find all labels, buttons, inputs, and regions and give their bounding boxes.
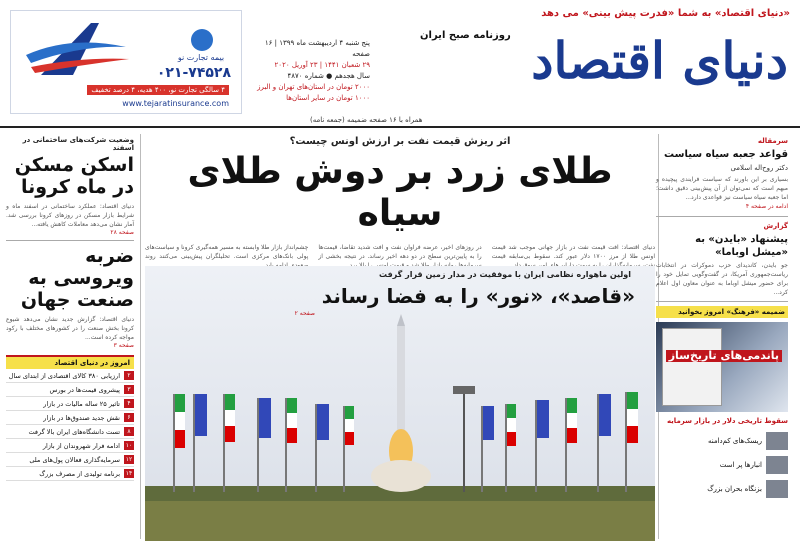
logo-subtitle: روزنامه صبح ایران xyxy=(420,30,511,41)
center-column xyxy=(145,136,655,541)
report-headline[interactable]: پیشنهاد «بایدن» به «میشل اوباما» xyxy=(695,234,788,258)
continue-link[interactable]: صفحه ۳ xyxy=(113,342,134,349)
newspaper-logo xyxy=(390,30,788,100)
lead-headline[interactable]: طلای زرد بر دوش طلای سیاه xyxy=(187,151,613,234)
date-line: سال هجدهم ● شماره ۴۸۷۰ xyxy=(287,72,370,80)
continue-link[interactable]: صفحه ۲۸ xyxy=(110,229,134,236)
report-body: جو بایدن، کاندیدای حزب دموکرات در انتخابات ریاست‌جمهوری آمریکا، در گفت‌وگویی تمایل خود را برای حضور میشل اوباما به عنوان معاون اول اعلام کرد... xyxy=(656,262,788,296)
lead-column: چشم‌انداز بازار طلا وابسته به مسیر همه‌گیری کرونا و سیاست‌های پولی بانک‌های مرکزی است. تحلیلگران پیش‌بینی می‌کنند روند xyxy=(145,244,309,260)
logo-text: دنیای اقتصاد xyxy=(531,31,788,90)
index-item-label: سرمایه‌گذاری فعالان پول‌های ملی xyxy=(29,455,120,464)
section-label: سقوط تاریخی دلار در بازار سرمایه xyxy=(666,417,788,425)
continue-link[interactable]: ادامه در صفحه ۴ xyxy=(745,203,788,210)
date-line: ۲۰۰۰ تومان در استان‌های تهران و البرز xyxy=(257,83,370,91)
date-line: پنج شنبه ۴ اردیبهشت ماه ۱۳۹۹ | ۱۶ صفحه xyxy=(264,39,370,58)
list-item[interactable] xyxy=(656,480,788,498)
page-number-badge: ۲ xyxy=(124,371,134,380)
section-label: سرمقاله xyxy=(757,137,788,145)
left-column xyxy=(6,136,134,541)
page-number-badge: ۱۴ xyxy=(125,470,133,477)
supplement-note: همراه با ۱۶ صفحه ضمیمه (جمعه نامه) xyxy=(310,116,423,124)
masthead-rule xyxy=(0,126,800,128)
story-kicker: وضعیت شرکت‌های ساختمانی در اسفند xyxy=(22,136,134,152)
index-item-label: نقش جدید صندوق‌ها در بازار xyxy=(43,413,120,422)
photo-kicker: اولین ماهواره نظامی ایران با موفقیت در مدار زمین قرار گرفت xyxy=(378,270,631,279)
list-item[interactable] xyxy=(656,432,788,450)
divider xyxy=(656,301,788,302)
photo-headline[interactable]: «قاصد»، «نور» را به فضا رساند xyxy=(321,284,635,308)
author-photo xyxy=(766,432,788,450)
housing-body: دنیای اقتصاد: عملکرد ساختمانی در اسفند ماه و شرایط بازار مسکن در روزهای کرونا بررسی شد. آمار نشان می‌دهد معاملات کاهش یافته... xyxy=(6,203,134,228)
ad-url[interactable]: www.tejaratinsurance.com xyxy=(122,99,229,108)
index-item[interactable] xyxy=(6,397,134,411)
ad-promo: ۴ سالگی تجارت نو، ۴۰۰ هدیه، ۴ درصد تخفیف xyxy=(87,85,229,95)
ad-phone: ۰۲۱-۷۴۵۲۸ xyxy=(156,65,231,81)
insurance-logo-icon xyxy=(191,29,213,51)
date-line: ۲۹ شعبان ۱۴۴۱ | ۲۳ آوریل ۲۰۲۰ xyxy=(274,61,370,69)
today-index xyxy=(6,355,134,481)
editorial-body: بسیاری بر این باورند که سیاست فرایندی پیچیده و مبهم است که نمی‌توان از آن پیش‌بینی دقیق داشت؛ اما جعبه سیاه سیاست نیز قواعدی دارد... xyxy=(656,176,788,201)
page-number-badge: ۸ xyxy=(124,427,134,436)
page-number-badge: ۴ xyxy=(124,399,134,408)
index-item-label: ارزیابی ۳۸۰ کالای اقتصادی از ابتدای سال xyxy=(8,371,120,380)
index-item-label: ادامه فرار شهروندان از بازار xyxy=(42,441,120,450)
lead-column: دنیای اقتصاد: افت قیمت نفت در بازار جهانی موجب شد قیمت اونس طلا از مرز ۱۷۰۰ دلار عبور کند. سقوط بی‌سابقه قیمت xyxy=(491,244,656,260)
insurance-ad[interactable] xyxy=(10,10,242,114)
masthead xyxy=(0,0,800,124)
lead-column: در روز‌های اخیر، عرضه فراوان نفت و افت شدید تقاضا، قیمت‌ها را به پایین‌ترین سطح در دو دهه اخیر رساند. در نتیجه بخشی از xyxy=(318,244,482,260)
byline: دکتر روح‌اله اسلامی xyxy=(730,164,788,172)
magazine-cover xyxy=(662,328,722,406)
right-column xyxy=(656,136,788,541)
satellite-launch-photo[interactable] xyxy=(145,266,655,541)
page-number-badge: ۶ xyxy=(124,413,134,422)
ad-brand: بیمه تجارت نو xyxy=(177,53,225,62)
lead-kicker: اثر ریزش قیمت نفت بر ارزش اونس چیست؟ xyxy=(289,136,511,147)
index-item[interactable] xyxy=(6,369,134,383)
index-item-label: پیشروی قیمت‌ها در بورس xyxy=(49,385,120,394)
index-item[interactable] xyxy=(6,383,134,397)
index-item[interactable] xyxy=(6,439,134,453)
supplement-photo[interactable] xyxy=(656,322,788,412)
supplement-title: پاندمی‌های تاریخ‌ساز xyxy=(666,350,782,362)
page-number-badge: ۳ xyxy=(124,385,134,394)
date-line: ۱۰۰۰ تومان در سایر استان‌ها xyxy=(286,94,370,102)
page-number-badge: ۱۰ xyxy=(125,442,133,449)
index-item-label: تست دانشگاه‌های ایران بالا گرفت xyxy=(28,427,120,436)
column-divider xyxy=(140,134,141,539)
today-index-title: امروز در دنیای اقتصاد xyxy=(6,357,134,369)
supplement-banner: ضمیمه «فرهنگ» امروز بخوانید xyxy=(656,306,788,318)
section-label: گزارش xyxy=(763,222,788,230)
industry-body: دنیای اقتصاد: گزارش جدید نشان می‌دهد شیوع کرونا بخش صنعت را در کشورهای مختلف با رکود مواجه کرده است... xyxy=(6,316,134,341)
editorial-headline[interactable]: قواعد جعبه سیاه سیاست xyxy=(664,149,788,160)
masthead-tagline: «دنیای اقتصاد» به شما «فدرت پیش بینی» می دهد xyxy=(541,8,790,19)
author-photo xyxy=(766,480,788,498)
index-item[interactable] xyxy=(6,411,134,425)
list-item-label: بزنگاه بحران بزرگ xyxy=(707,485,762,493)
list-item[interactable] xyxy=(656,456,788,474)
ad-swoosh-graphic xyxy=(21,15,131,87)
index-item[interactable] xyxy=(6,425,134,439)
author-photo xyxy=(766,456,788,474)
index-item[interactable] xyxy=(6,453,134,467)
page-number-badge: ۱۲ xyxy=(125,456,133,463)
list-item-label: انبارها پر است xyxy=(719,461,762,469)
index-item-label: برنامه تولیدی از مصرف بزرگ xyxy=(39,469,120,478)
divider xyxy=(6,240,134,241)
index-item-label: تاثیر ۲۵ ساله مالیات در بازار xyxy=(43,399,120,408)
divider xyxy=(656,216,788,217)
list-item-label: ریسک‌های کم‌دامنه xyxy=(707,437,762,445)
dateline xyxy=(250,38,370,104)
industry-headline[interactable]: ضربه ویروسی به صنعت جهان xyxy=(20,245,134,311)
mini-list xyxy=(656,432,788,498)
page-reference[interactable]: صفحه ۲ xyxy=(294,310,315,317)
housing-headline[interactable]: اسکن مسکن در ماه کرونا xyxy=(14,154,134,198)
index-item[interactable] xyxy=(6,467,134,481)
